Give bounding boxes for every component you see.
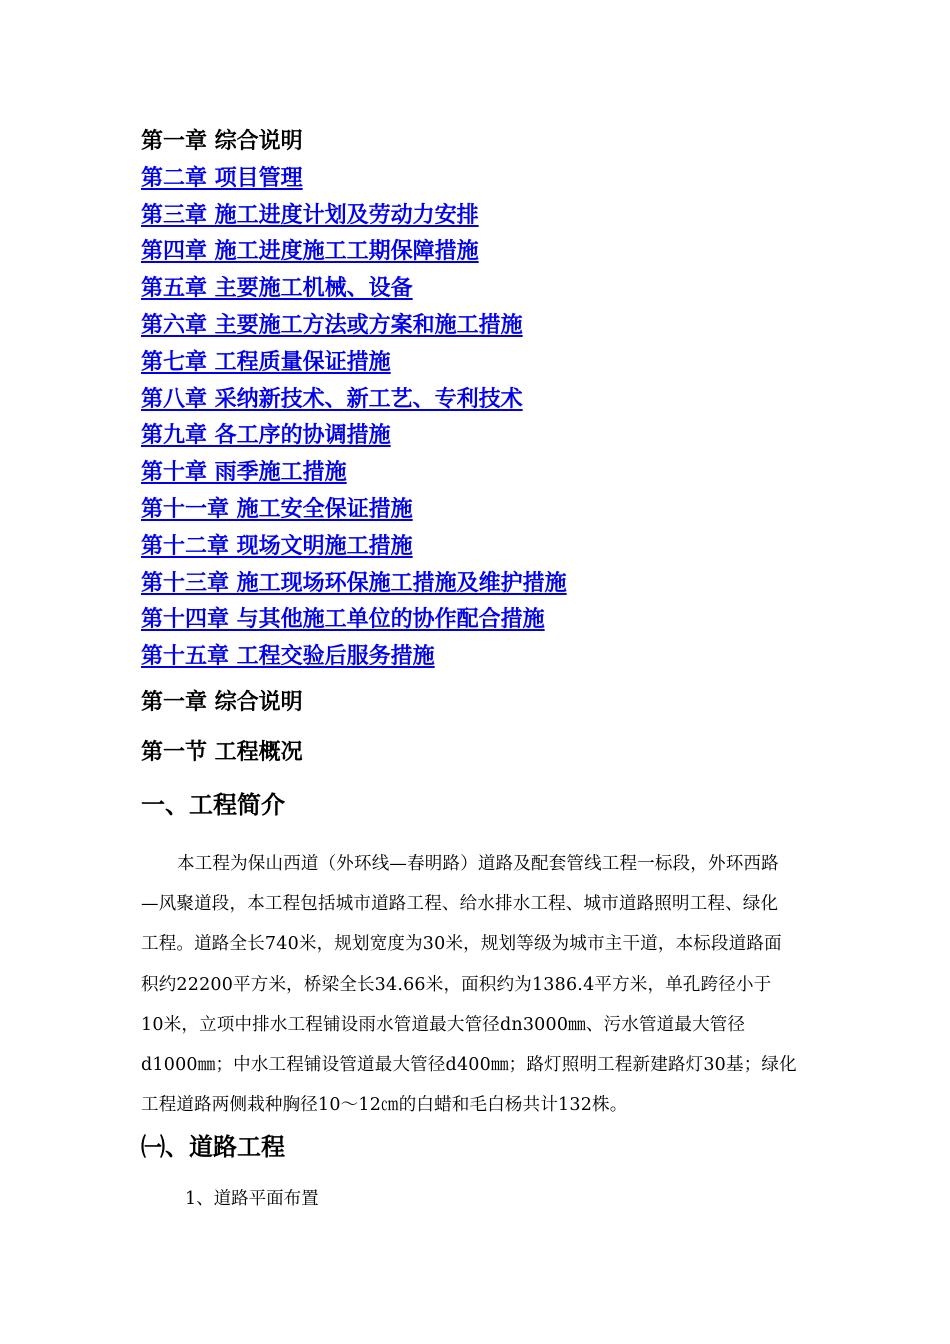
paragraph-line: —风聚道段，本工程包括城市道路工程、给水排水工程、城市道路照明工程、绿化 [141,894,779,915]
toc-link-chapter-8[interactable]: 第八章 采纳新技术、新工艺、专利技术 [141,386,523,412]
paragraph-line: 本工程为保山西道（外环线—春明路）道路及配套管线工程一标段，外环西路 [177,854,779,874]
chapter-heading: 第一章 综合说明 [141,690,303,715]
toc-link-chapter-12[interactable]: 第十二章 现场文明施工措施 [141,533,413,559]
paragraph-line: 积约22200平方米，桥梁全长34.66米，面积约为1386.4平方米，单孔跨径小于 [141,974,772,995]
toc-link-chapter-7[interactable]: 第七章 工程质量保证措施 [141,349,391,375]
toc-link-chapter-2[interactable]: 第二章 项目管理 [141,165,303,191]
subsection-heading-road-works: ㈠、道路工程 [141,1133,285,1161]
toc-link-chapter-15[interactable]: 第十五章 工程交验后服务措施 [141,644,435,670]
toc-link-chapter-4[interactable]: 第四章 施工进度施工工期保障措施 [141,239,479,265]
list-item-road-layout: 1、道路平面布置 [185,1189,319,1209]
toc-link-chapter-6[interactable]: 第六章 主要施工方法或方案和施工措施 [141,312,523,338]
project-intro-paragraph [141,844,841,1125]
toc-link-chapter-11[interactable]: 第十一章 施工安全保证措施 [141,496,413,522]
paragraph-line: 工程。道路全长740米，规划宽度为30米，规划等级为城市主干道，本标段道路面 [141,934,782,955]
subsection-heading-project-intro: 一、工程简介 [141,791,285,819]
paragraph-line: 10米，立项中排水工程铺设雨水管道最大管径dn3000㎜、污水管道最大管径 [141,1014,746,1035]
toc-link-chapter-9[interactable]: 第九章 各工序的协调措施 [141,423,391,449]
toc-link-chapter-3[interactable]: 第三章 施工进度计划及劳动力安排 [141,202,479,228]
toc-link-chapter-14[interactable]: 第十四章 与其他施工单位的协作配合措施 [141,607,545,633]
paragraph-line: d1000㎜；中水工程铺设管道最大管径d400㎜；路灯照明工程新建路灯30基；绿化 [141,1055,797,1076]
table-of-contents [141,124,861,676]
section-heading: 第一节 工程概况 [141,740,303,765]
toc-link-chapter-13[interactable]: 第十三章 施工现场环保施工措施及维护措施 [141,570,567,596]
toc-link-chapter-5[interactable]: 第五章 主要施工机械、设备 [141,276,413,302]
paragraph-line: 工程道路两侧栽种胸径10～12㎝的白蜡和毛白杨共计132株。 [141,1095,628,1116]
toc-item-chapter-1: 第一章 综合说明 [141,129,303,154]
toc-link-chapter-10[interactable]: 第十章 雨季施工措施 [141,460,347,486]
